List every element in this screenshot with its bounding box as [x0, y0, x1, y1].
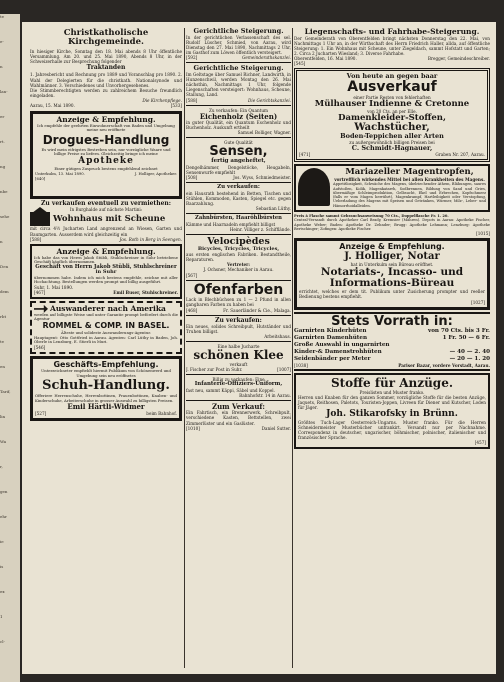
lieg-sign: Bregger, Gemeindeschreiber. — [427, 56, 490, 62]
stets-price: von 70 Cts. bis 3 Fr. — [427, 328, 490, 335]
ausverkauf-addr: Graben Nr. 207, Aarau. — [435, 152, 485, 158]
stuhl-name: Geschäft von Herrn Jakob Stübli, Stuhlschreiner — [35, 263, 177, 270]
offizier-name: Infanterie-Offiziers-Uniform, — [194, 381, 283, 388]
stets-item: Seidenbänder per Meter — [294, 356, 371, 363]
klee-sub: verkauft — [229, 361, 248, 367]
lieg-title: Liegenschafts- und Fahrhabe-Steigerung. — [304, 28, 480, 36]
offizier-head: Billig zu verkaufen: Eine — [212, 377, 265, 383]
stets-sign: Pariser Bazar, vordere Vorstadt, Aarau. — [398, 363, 490, 369]
drogues-place: Unterkulm, 13. Mai 1890. — [35, 171, 85, 177]
strip-fragment: rt. — [0, 139, 5, 144]
vermieten-title: Zu verkaufen eventuell zu vermiethen: — [41, 200, 171, 208]
sensen-head: Gute Qualität — [224, 140, 253, 146]
strip-fragment: ehr — [0, 514, 7, 519]
lieg-num: [545] — [294, 61, 306, 67]
strip-fragment: 1 — [0, 614, 3, 619]
strip-fragment: r, — [0, 464, 3, 469]
klee-name: schönen Klee — [193, 348, 284, 363]
drogues-top: Anzeige & Empfehlung. — [56, 115, 156, 125]
velo-vertreter: Vertreter: — [227, 262, 250, 268]
ofen-num: [468] — [186, 307, 198, 313]
mariazeller-depots: Central-Versandt durch Apotheker Carl Brady, Kremsier (Mähren). Depots in Aarau: Apotheke Fischer, Apotheke Weber; Baden: Apotheke Dr. Zehnder; Brugg: Apotheke Lehmann; Lenzburg: Apotheke Bertschinger; Zofingen: Apotheke Fischer. — [294, 218, 490, 231]
sensen-name: Sensen, — [209, 144, 268, 160]
auswanderer-body: werden auf billigste Weise und unter Garantie prompt befördert durch die Agentur — [34, 311, 178, 322]
stets-ad — [294, 312, 490, 372]
strip-fragment: te — [0, 14, 4, 19]
mariazeller-sign: Preis à Flasche sammt Gebrauchsanweisung 70 Cts., Doppelflasche Fr. 1. 20. — [294, 214, 449, 219]
steigerung2-title: Gerichtliche Steigerung. — [193, 64, 284, 73]
stets-price: — 20 — 1. 20 — [449, 356, 490, 363]
notar-top: Anzeige & Empfehlung. — [339, 242, 445, 252]
ausverkauf-title: Ausverkauf — [347, 79, 437, 96]
schuh-body: Offeriere Herrenschuhe, Herrenbottinen, Frauenbottinen, Knaben- und Kinderschuhe, Arbeiterschuhe in grosser Auswahl zu billigsten Preisen. — [35, 393, 177, 403]
schuh-ad — [30, 356, 182, 421]
strip-fragment: rbt — [0, 314, 7, 319]
stuhl-num: [467] — [34, 289, 46, 295]
zahn-title: Zahnbürsten, Haaröhlbürsten — [195, 215, 282, 222]
ausverkauf-note: zu außergewöhnlich billigen Preisen bei — [349, 140, 435, 146]
strip-fragment: er — [0, 114, 5, 119]
klee-head: Eine halbe Jucharte — [217, 344, 260, 350]
column-3 — [294, 28, 490, 668]
stuhl-sign: Emil Buser, Stuhlschreiner. — [113, 289, 178, 295]
stoffe-firm: Joh. Stikarofsky in Brünn. — [326, 409, 458, 420]
stuhlschreiner-ad — [30, 244, 182, 299]
schuh-sign: Emil Härtli-Widmer — [67, 402, 145, 412]
ausverkauf-wachs: Wachstücher, — [354, 121, 430, 133]
schuh-name: Schuh-Handlung. — [42, 378, 170, 394]
ofen-sign: Fr. Sauerländer & Cie., Malaga. — [223, 307, 291, 313]
velo-num: [567] — [186, 272, 198, 278]
stoffe-body: Herren und Knaben für den ganzen Sommer, vorzügliche Stoffe für die besten Anzüge, Jaquets, Reithosen, Paletots, Touristen-Joppen, Livreen für Diener und Kutscher, Loden für Jäger. — [298, 395, 486, 411]
strip-fragment: te — [0, 339, 4, 344]
velo-sign: J. Ochsner, Mechaniker in Aarau. — [203, 267, 274, 273]
notar-ad — [294, 238, 490, 309]
ausverkauf-body: einer Partie Resten von fehlerhaften — [353, 94, 431, 100]
kirchgemeinde-title: Christkatholische Kirchgemeinde. — [63, 28, 149, 47]
mobel-head: Zu verkaufen: — [217, 184, 260, 191]
auswanderer-sub: Älteste und solideste Auswanderungs-Agentur. — [60, 330, 152, 336]
strip-fragment: ex — [0, 589, 5, 594]
mariazeller-ad — [294, 164, 490, 212]
column-divider — [292, 28, 293, 668]
house-icon — [30, 212, 50, 226]
ausverkauf-sign: C. Schmidt-Hagnauer, — [351, 144, 433, 153]
schuh-intro: Unterzeichneter empfiehlt hiermit Publikum von Schönenwerd und Umgebung sein neu eröffnetes — [41, 368, 171, 378]
strip-fragment: n — [0, 239, 3, 244]
notar-num: [1027] — [471, 299, 485, 305]
verkauf-sign: Daniel Sutter. — [261, 425, 291, 431]
kirchgemeinde-num: [533] — [170, 102, 182, 108]
sensen-body: Dengelhämmer, Dengelstöcke, Heugabeln, Sensenwurfe empfiehlt — [186, 164, 291, 175]
stoffe-ad — [294, 373, 490, 449]
auswanderer-title: Auswanderer nach Amerika — [50, 303, 166, 313]
column-divider — [184, 28, 185, 668]
stets-title: Stets Vorrath in: — [331, 313, 453, 329]
velo-body: aus ersten englischen Fabriken. Bestandtheile, Reparaturen. — [186, 252, 291, 263]
offizier-body: fast neu, sammt Käppi, Säbel und Koppel. — [186, 387, 275, 393]
steigerung1-sign: Gemeinderathskanzlei. — [242, 55, 291, 61]
drogues-num: [640] — [35, 176, 46, 182]
velo-title: Velocipèdes — [207, 235, 270, 247]
drogues-sign: J. Holliger, Apotheker. — [134, 171, 177, 177]
zahn-sign: Heinr. Villiger z. Schifflände. — [229, 226, 291, 232]
column-1 — [30, 28, 182, 668]
offizier-sign: Bahnhofstr. 14 in Aarau. — [239, 392, 291, 398]
sensen-sign: Jos. Wyss, Schmiedmeister. — [233, 175, 291, 181]
schuh-top: Geschäfts-Empfehlung. — [53, 359, 159, 369]
notar-body: errichtet, welches er dem tit. Publikum unter Zusicherung prompter und reeller Bedienung bestens empfiehlt. — [299, 289, 485, 300]
column-2 — [186, 28, 291, 668]
stets-rows — [294, 328, 490, 363]
sensen-num: [508] — [186, 175, 198, 181]
stets-row — [294, 356, 490, 363]
sensen-sub: fertig angeheftet, — [211, 158, 266, 165]
mariazeller-title: Mariazeller Magentropfen, — [345, 167, 474, 178]
verkauf-title: Zum Verkauf: — [211, 402, 266, 411]
stets-price: — 40 — 2. 40 — [449, 349, 490, 356]
mobel-sign: Sebastian Lüthy. — [255, 206, 291, 212]
notar-name: J. Holliger, Notar — [344, 250, 440, 262]
strip-fragment: gen — [0, 489, 8, 494]
drogues-mid: Es wird mein eifrigstes Bestreben sein, nur vorzügliche Waare und billige Preise zu liefern. Gleichzeitig bringe ich meine — [41, 146, 171, 157]
lieg-place: Oberentfelden, 16. Mai 1890. — [294, 56, 357, 62]
stets-item: Kinder-& Damenstrohhüten — [294, 349, 382, 356]
strip-fragment: dem — [0, 289, 9, 294]
auswanderer-ad — [30, 301, 182, 354]
kirchgemeinde-intro: In hiesiger Kirche, Sonntag den 18. Mai abends 8 Uhr öffentliche Versammlung. Am 20. und 25. Mai 1890, Abends 8 Uhr, in der Schweizerhalle zur Besprechung folgender — [30, 48, 182, 65]
traktanden-heading: Traktanden — [86, 64, 126, 72]
strip-fragment: Tarif, — [0, 389, 11, 394]
stets-row — [294, 335, 490, 342]
verkauf-num: [1010] — [186, 425, 200, 431]
stuhl-body: Ich habe das von Herrn Jakob Stübli, Stuhlschreiner in Suhr betriebene Geschäft käuflich übernommen. — [34, 254, 178, 265]
stets-num: [1038] — [294, 363, 308, 369]
notar-main: Notariats-, Incasso- und Informations-Büreau — [320, 266, 464, 290]
kirchgemeinde-sign: Die Kirchenpflege. — [142, 97, 182, 103]
strip-fragment: ie — [0, 539, 4, 544]
stoffe-title: Stoffe für Anzüge. — [330, 376, 454, 391]
mobel-body: ein Hausrath bestehend in Betten, Tischen und Stühlen, Kommoden, Kasten, Spiegel etc. gegen Baarzahlung. — [186, 190, 291, 207]
newspaper-page — [22, 22, 496, 674]
zahn-body: Kämme und Haarnadeln empfiehlt billigst — [186, 221, 276, 227]
auswanderer-name: ROMMEL & COMP. IN BASEL. — [42, 321, 170, 331]
steigerung1-num: [592] — [186, 55, 198, 61]
vk-head: Zu verkaufen: — [215, 316, 262, 324]
ausverkauf-name: Mülhauser Indienne & Cretonne — [314, 99, 470, 110]
mariazeller-num: [1015] — [476, 231, 490, 237]
vk-body: Ein neues, solides Schreibpult, Hutständer und Truhen billigst. — [186, 323, 291, 334]
drogues-apotheke: Apotheke — [78, 155, 134, 166]
auswanderer-agents: Hauptagent: Otto Gottfried in Aarau. Agenten: Carl Lüthy in Baden, Joh. Oberle in Lenzburg, E. Stierli in Muri. — [34, 334, 178, 345]
auswanderer-num: [546] — [34, 344, 46, 350]
ausverkauf-num: [471] — [299, 152, 311, 158]
eichen-body: in guter Qualität, ein Quantum Eschenholz und Buchenholz. Auskunft ertheilt — [186, 120, 291, 131]
stuhl-place: Suhr, 1. Mai 1890. — [34, 284, 74, 290]
stuhl-text: übernommen habe. Indem ich mich bestens empfehle, zeichne mit aller Hochachtung. Bestellungen werden prompt und billig ausgeführt. — [34, 274, 178, 285]
stoffe-num: [457] — [474, 440, 486, 446]
kirchgemeinde-date: Aarau, 15. Mai 1890. — [30, 102, 75, 108]
mariazeller-sub: vortrefflich wirkendes Mittel bei allen Krankheiten des Magens. — [334, 177, 485, 183]
vermieten-sub: In Burghalde auf nächste Martini: — [69, 207, 143, 213]
vermieten-name: Wohnhaus mit Scheune — [53, 214, 166, 224]
stoffe-intro: Preislisten und Muster franko. — [359, 389, 425, 395]
strip-fragment: lan- — [0, 89, 8, 94]
ausverkauf-damen: Damenkleider-Stoffen, — [338, 113, 446, 124]
stets-item: Garnirten Damenhüten — [294, 335, 368, 342]
ausverkauf-price: von 20 Cts. an per Elle. — [367, 108, 417, 114]
eichen-head: Zu verkaufen: Ein Quantum — [208, 107, 269, 113]
eichen-name: Eichenholz (Seiten) — [199, 111, 278, 121]
notar-sub: hat in Unterkulm sein Büreau eröffnet. — [350, 262, 434, 268]
strip-fragment: Wa — [0, 439, 7, 444]
vermieten-num: [588] — [30, 236, 42, 242]
steigerung2-num: [588] — [186, 97, 198, 103]
drogues-intro: Ich empfehle der geehrten Einwohnerschaft von Baden und Umgebung meine neu eröffnete — [37, 122, 175, 133]
stets-price: 1 Fr. 50 — 6 Fr. — [442, 335, 490, 342]
steigerung2-body: Im Geltstage über Samuel Richner, Landwirth, in Hunzenschwil, werden Montag den 26. Mai nächsthin, Nachmittags 1 Uhr, folgende Liegenschaften versteigert: Wohnhaus, Scheune, Stallung, Land. — [186, 72, 291, 98]
strip-fragment: sehe — [0, 214, 10, 219]
vermieten-body: mit circa 4½ Jucharten Land angrenzend an Wiesen, Garten und Baumgarten. Ausserdem wird gleichzeitig ein — [30, 226, 182, 237]
steigerung2-sign: Die Gerichtskanzlei. — [248, 97, 291, 103]
mariazeller-body: Appetitlosigkeit, Schwäche des Magens, übelriechender Athem, Blähungen, saures Aufstoßen, Kolik, Magenkatarrh, Sodbrennen, Bildung von Sand und Gries, übermäßige Schleimproduktion, Gelbsucht, Ekel und Erbrechen, Kopfschmerz (falls er vom Magen herrührt), Magenkrampf, Hartleibigkeit oder Verstopfung, Ueberladung des Magens mit Speisen und Getränken, Würmer, Milz-, Leber- und Hämorrhoidalleiden. — [333, 182, 486, 208]
verkauf-body: Ein Fahrtisch, ein Brennerwerk, Schreibpult, verschiedene Kasten, Bettstellen, zwei Zimmerlüster und ein Gaslüster. — [186, 410, 291, 426]
velo-sub: Bicycles, Tricycles, Tricycles, — [197, 245, 280, 252]
traktanden-list: 1. Jahresbericht und Rechnung pro 1889 und Voranschlag pro 1890. 2. Wahl der Delegierten für die christkath. Nationalsynode und Wahlmänner. 3. Verschiedenes und Unvorhergesehenes. — [30, 72, 182, 88]
ausverkauf-ad — [294, 68, 490, 162]
adjacent-page-strip — [0, 14, 20, 682]
vk-sign: Arbeitshaus. — [264, 334, 291, 340]
strip-fragment: Den — [0, 264, 9, 269]
klee-num: [1007] — [277, 366, 291, 372]
strip-fragment: nbe — [0, 189, 8, 194]
ausverkauf-pre: Von heute an gegen baar — [346, 72, 438, 81]
kirchgemeinde-note: Die Stimmberechtigten werden zu zahlreichem Besuche freundlich eingeladen. — [30, 87, 182, 98]
strip-fragment: ng — [0, 164, 6, 169]
ausverkauf-teppich: Boden-Teppichen aller Arten — [340, 132, 444, 141]
schuh-num: [527] — [35, 410, 47, 416]
steigerung1-body: In der gerichtlichen Verlassenschaft des sel. Rudolf Lüscher, Schmied, von Aarau, wird Dienstag den 27. Mai 1890, Nachmittags 2 Uhr, im Gasthof zum Löwen öffentlich versteigert. — [186, 34, 291, 56]
strip-fragment: is — [0, 564, 4, 569]
stuhl-loc: in Suhr — [95, 269, 117, 276]
vermieten-sign: Jos. Roth in Berg in Seengen. — [119, 236, 182, 242]
steigerung1-title: Gerichtliche Steigerung. — [193, 28, 284, 35]
madonna-emblem-icon — [298, 168, 330, 206]
stuhl-title: Anzeige & Empfehlung. — [56, 246, 156, 256]
stoffe-text: Größtes Tuch-Lager Oesterreich-Ungarns. Muster franko. Für die Herren Schneidermeister Musterbücher unfrankirt. Versandt nur per Nachnahme. Correspondenz in deutscher, ungarischer, böhmischer, polnischer, italienischer und französischer Sprache. — [298, 419, 486, 441]
drogues-name: Drogues-Handlung — [42, 132, 170, 147]
schuh-place: beim Bahnhof. — [146, 410, 177, 416]
strip-fragment: cl- — [0, 639, 5, 644]
strip-fragment: en — [0, 364, 5, 369]
stets-item: Garnirten Kinderhüten — [294, 328, 367, 335]
stets-item: Große Auswahl in ungarnirten — [294, 342, 390, 349]
strip-fragment: lin — [0, 414, 6, 419]
eichen-sign: Samuel Bolliger, Wagner. — [237, 130, 291, 136]
strip-fragment: n — [0, 64, 3, 69]
strip-fragment: e- — [0, 39, 4, 44]
ofen-title: Ofenfarben — [193, 281, 284, 298]
drogues-end: Einer gütigen Zuspruch bestens empfehlend zeichnet — [54, 165, 158, 171]
lieg-body: Der Gemeinderath von Oberentfelden bringt nächsten Donnerstag den 22. Mai, von Nachmittags 1 Uhr an, in der Wirthschaft des Herrn Friedrich Haller, allda, auf öffentliche Steigerung: 1. Ein Wohnhaus mit Scheune, unter Ziegeldach, sammt Hofstatt und Garten; 2. Circa 2 Jucharten Wiesland; 3. Diverse Fahrhabe. — [294, 35, 490, 57]
ofen-body: Lack in Blechbüchsen zu 1 — 2 Pfund in allen gangbaren Farben zu haben bei — [186, 297, 291, 308]
klee-sign: J. Fischer zur Post in Suhr. — [186, 366, 243, 372]
drogues-ad — [30, 111, 182, 199]
